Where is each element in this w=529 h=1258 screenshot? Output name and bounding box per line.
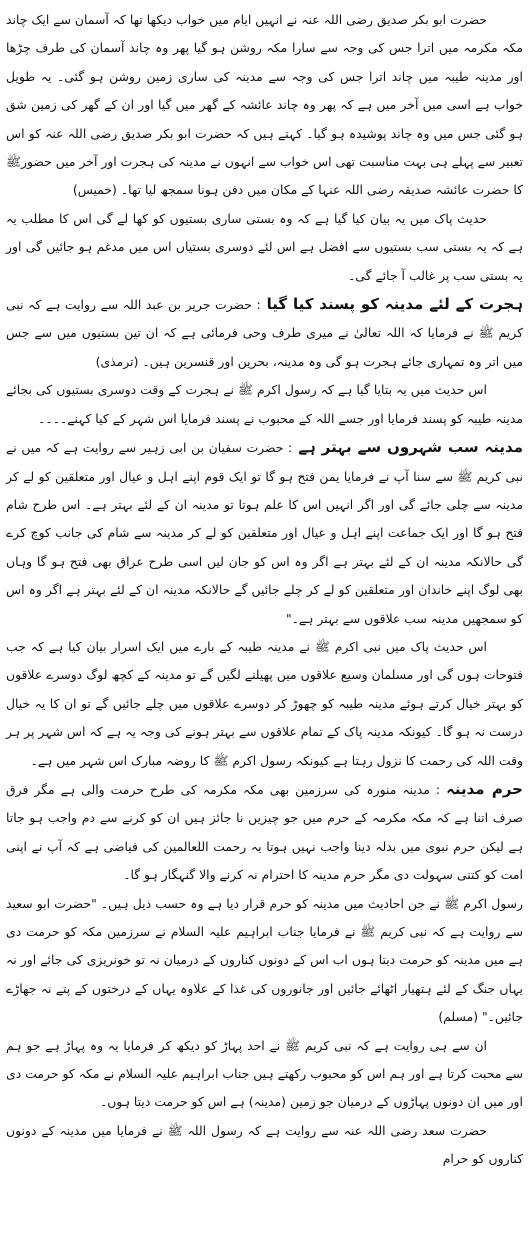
paragraph-6: [6, 633, 523, 775]
paragraph-5-text: : حضرت سفیان بن ابی زہیر سے روایت ہے کہ میں نے نبی کریم ﷺ سے سنا آپ نے فرمایا یمن فتح ہو گا تو ایک قوم اپنے اہل و عیال اور متعلقین کو لے کر مدینہ سے چلی جائے گی اور اگر انہیں اس کا علم ہوتا تو مدینہ ان کے لئے بہتر ہے۔ اس طرح شام فتح ہو گا اور ایک جماعت اپنے اہل و عیال اور متعلقین کو لے کر مدینہ سے شام کی جانب کوچ کرے گی حالانکہ مدینہ ان کے لئے بہتر ہے اگر وہ اس کو جان لیں اسی طرح عراق بھی فتح ہو گا وہاں بھی لوگ اپنے خاندان اور متعلقین کو لے کر چلے جائیں گے حالانکہ مدینہ ان کے لئے بہتر ہے اگر وہ اس کو سمجھیں مدینہ سب علاقوں سے بہتر ہے۔": [6, 440, 523, 626]
paragraph-10-text: حضرت سعد رضی اللہ عنہ سے روایت ہے کہ رسول اللہ ﷺ نے فرمایا میں مدینہ کے دونوں کناروں کو حرام: [6, 1122, 523, 1167]
section-heading-haram-madina: حرم مدینہ: [446, 779, 523, 798]
paragraph-10: [6, 1117, 523, 1174]
section-heading-madina-behtar: مدینہ سب شہروں سے بہتر ہے: [298, 438, 523, 457]
paragraph-3: [6, 290, 523, 376]
paragraph-5: [6, 433, 523, 633]
paragraph-9: [6, 1032, 523, 1117]
paragraph-6-text: اس حدیث پاک میں نبی اکرم ﷺ نے مدینہ طیبہ کے بارے میں ایک اسرار بیان کیا ہے کہ جب فتوحات ہوں گی اور مسلمان وسیع علاقوں میں پھیلنے لگیں گے تو مدینہ کے کچھ لوگ دوسرے علاقوں کو بہتر خیال کرتے ہوئے مدینہ طیبہ کو چھوڑ کر دوسرے علاقوں میں چلے جائیں گے تو ان کا یہ خیال درست نہ ہو گا۔ کیونکہ مدینہ پاک کے تمام علاقوں سے بہتر ہونے کی وجہ یہ ہے کہ اس شہر پر ہر وقت اللہ کی رحمت کا نزول رہتا ہے کیونکہ رسول اکرم ﷺ کا روضہ مبارک اس شہر میں ہے۔: [6, 638, 523, 768]
paragraph-3-text: : حضرت جریر بن عبد اللہ سے روایت ہے کہ نبی کریم ﷺ نے فرمایا کہ اللہ تعالیٰ نے میری طرف وحی فرمائی ہے کہ ان تین بستیوں میں سے جس میں اتر وہ تمہاری جائے ہجرت ہو گی وہ مدینہ، بحرین اور قنسرین ہیں۔ (ترمذی): [6, 297, 523, 369]
paragraph-2: [6, 205, 523, 290]
paragraph-4-text: اس حدیث میں یہ بتایا گیا ہے کہ رسول اکرم ﷺ نے ہجرت کے وقت دوسری بستیوں کی بجائے مدینہ طیبہ کو پسند فرمایا اور جسے اللہ کے محبوب نے پسند فرمایا اس شہر کے کیا کہنے۔۔۔۔: [6, 382, 523, 426]
paragraph-1-text: حضرت ابو بکر صدیق رضی اللہ عنہ نے انہیں ایام میں خواب دیکھا تھا کہ آسمان سے ایک چاند مکہ مکرمہ میں اترا جس کی وجہ سے سارا مکہ روشن ہو گیا پھر وہ چاند آسمان کی طرف چڑھا اور مدینہ طیبہ میں چاند اترا جس کی وجہ سے مدینہ کی ساری زمین روشن ہو گئی۔ یہ طویل خواب ہے اسی میں آخر میں ہے کہ پھر وہ چاند عائشہ کے گھر میں گیا اور ان کے گھر کی زمین شق ہو گئی جس میں وہ چاند پوشیدہ ہو گیا۔ کہتے ہیں کہ حضرت ابو بکر صدیق رضی اللہ عنہ کو اس تعبیر سے پہلے ہی بہت مناسبت تھی اس خواب سے انہوں نے مدینہ کی ہجرت اور آخر میں حضورﷺ کا حضرت عائشہ صدیقہ رضی اللہ عنہا کے مکان میں دفن ہونا سمجھ لیا تھا۔ (خمیس): [6, 12, 523, 198]
paragraph-4: [6, 376, 523, 433]
paragraph-9-text: ان سے ہی روایت ہے کہ نبی کریم ﷺ نے احد پہاڑ کو دیکھ کر فرمایا یہ وہ پہاڑ ہے جو ہم سے محبت کرتا ہے اور ہم اس کو محبوب رکھتے ہیں جناب ابراہیم علیہ السلام نے مکہ کو حرمت دی اور میں ان دونوں پہاڑوں کے درمیان جو زمین (مدینہ) ہے اس کو حرمت دیتا ہوں۔: [6, 1037, 523, 1110]
section-heading-hijrat: ہجرت کے لئے مدینہ کو پسند کیا گیا: [266, 295, 523, 314]
paragraph-7: [6, 775, 523, 890]
paragraph-7-text: : مدینہ منورہ کی سرزمین بھی مکہ مکرمہ کی طرح حرمت والی ہے مگر فرق صرف اتنا ہے کہ مکہ مکرمہ کے حرم میں جو چیزیں نا جائز ہیں ان کو کرنے سے دم واجب ہو جاتا ہے لیکن حرم نبوی میں بدلہ دینا واجب نہیں ہوتا یہ رحمت اللعالمین کی فیاضی ہے کہ آپ نے اپنی امت کو کتنی سہولت دی مگر حرم مدینہ کا احترام نہ کرنے والا گنہگار ہو گا۔: [6, 781, 523, 883]
paragraph-8: [6, 890, 523, 1032]
paragraph-2-text: حدیث پاک میں یہ بیان کیا گیا ہے کہ وہ بستی ساری بستیوں کو کھا لے گی اس کا مطلب یہ ہے کہ یہ بستی سب بستیوں سے افضل ہے اس لئے دوسری بستیاں اس میں مدغم ہو جائیں گی اور یہ بستی سب پر غالب آ جائے گی۔: [6, 210, 523, 283]
paragraph-1: [6, 6, 523, 205]
paragraph-8-text: رسول اکرم ﷺ نے جن احادیث میں مدینہ کو حرم قرار دیا ہے وہ حسب ذیل ہیں۔ "حضرت ابو سعید سے روایت ہے کہ نبی کریم ﷺ نے فرمایا جناب ابراہیم علیہ السلام نے سرزمین مکہ کو حرمت دی ہے میں مدینہ کو حرمت دیتا ہوں اب اس کے دونوں کناروں کے درمیان نہ تو خونریزی کی جائے اور نہ یہاں جنگ کے لئے ہتھیار اٹھائے جائیں اور جانوروں کی غذا کے علاوہ یہاں کے درختوں کے پتے نہ جھاڑے جائیں۔" (مسلم): [6, 895, 523, 1025]
